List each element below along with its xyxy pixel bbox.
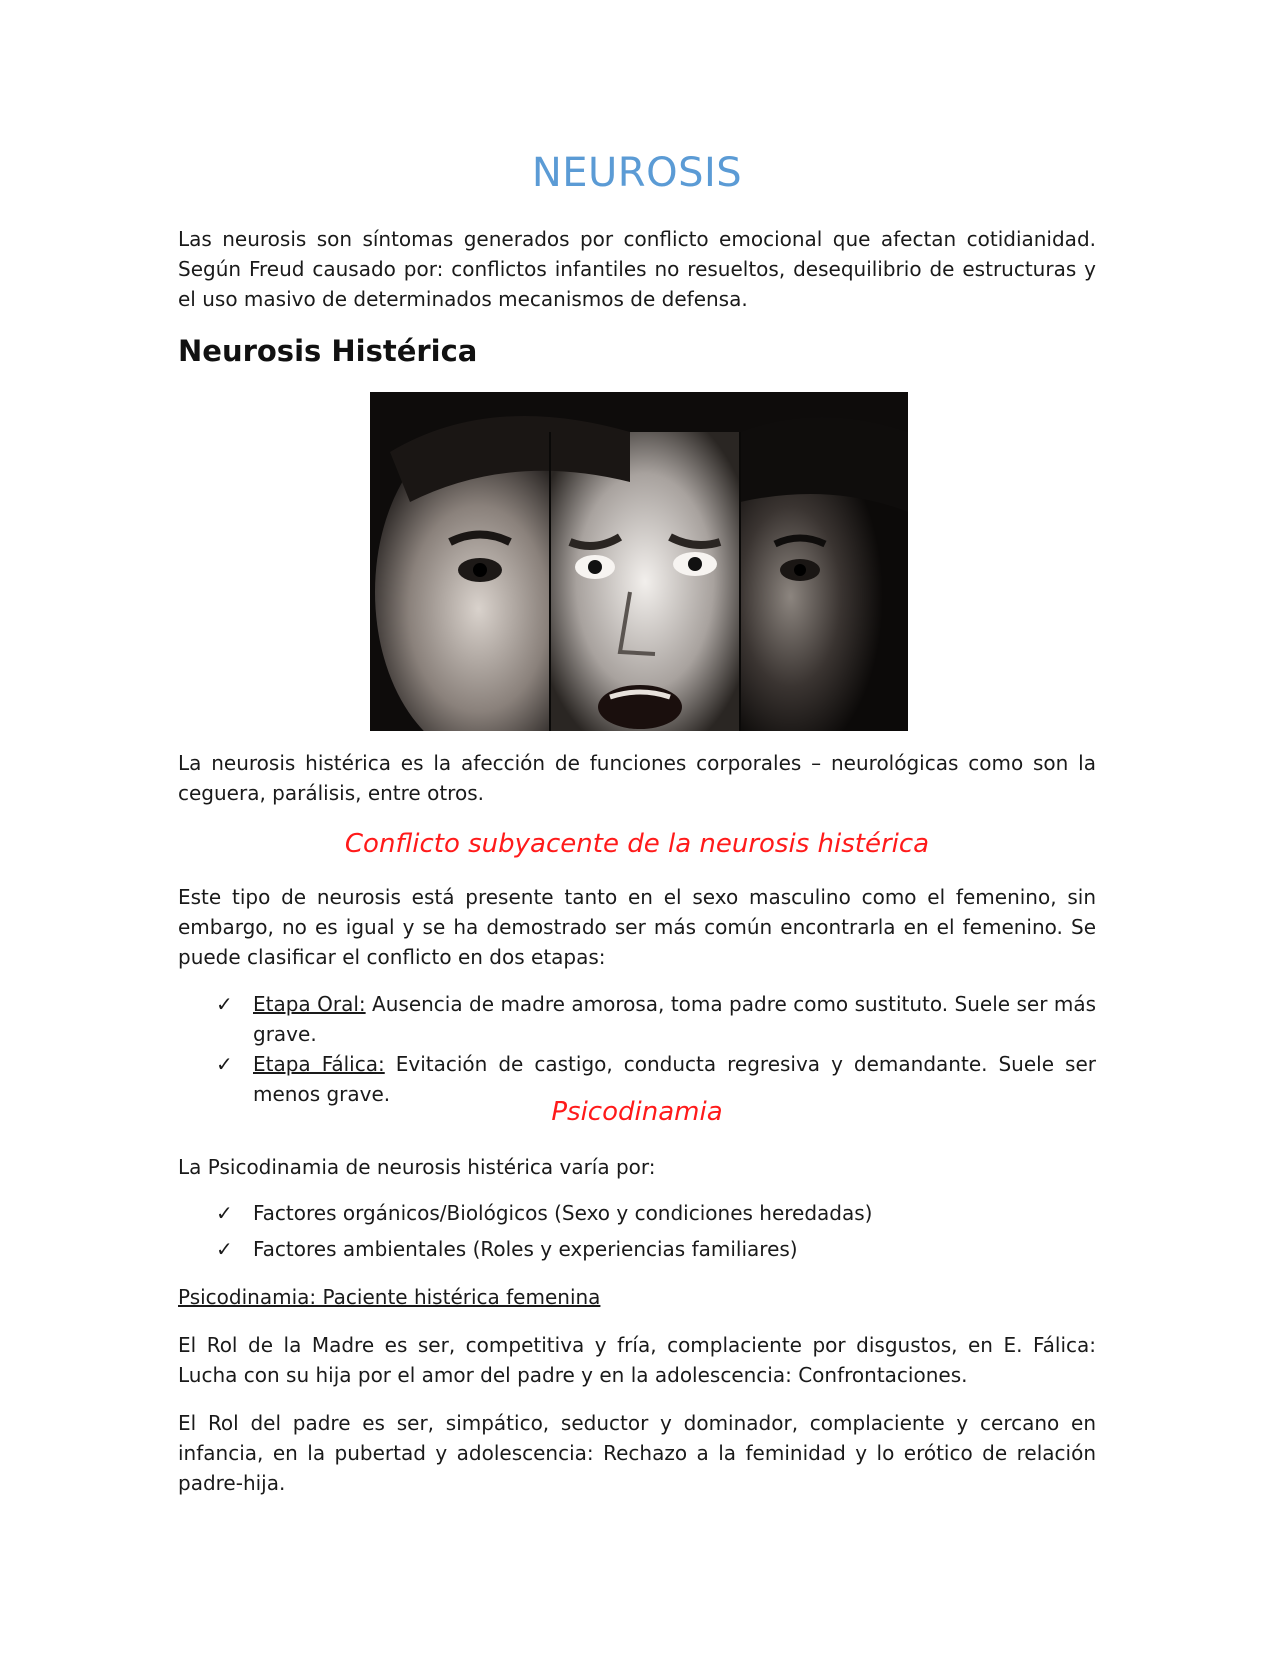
conflict-heading: Conflicto subyacente de la neurosis histérica xyxy=(344,829,930,859)
stage-text: Evitación de castigo, conducta regresiva y demandante. Suele ser menos grave. xyxy=(253,1052,1096,1106)
intro-paragraph: Las neurosis son síntomas generados por conflicto emocional que afectan cotidianidad. Según Freud causado por: conflictos infantiles no resueltos, desequilibrio de estructuras y el uso masivo de determinados mecanismos de defensa. xyxy=(178,227,1096,311)
section-heading-hysteria: Neurosis Histérica xyxy=(178,334,478,368)
psicodinamia-heading: Psicodinamia xyxy=(551,1097,723,1127)
stage-label: Etapa Oral: xyxy=(253,992,366,1016)
list-item xyxy=(178,989,1096,1049)
document-title: NEUROSIS xyxy=(531,150,743,196)
stage-text: Ausencia de madre amorosa, toma padre como sustituto. Suele ser más grave. xyxy=(253,992,1096,1046)
checkmark-icon: ✓ xyxy=(216,1201,233,1225)
checkmark-icon: ✓ xyxy=(216,1052,233,1076)
factors-list xyxy=(178,1198,1096,1264)
psicodinamia-intro: La Psicodinamia de neurosis histérica varía por: xyxy=(178,1155,656,1179)
conflict-paragraph: Este tipo de neurosis está presente tanto en el sexo masculino como el femenino, sin embargo, no es igual y se ha demostrado ser más común encontrarla en el femenino. Se puede clasificar el conflicto en dos etapas: xyxy=(178,885,1096,969)
checkmark-icon: ✓ xyxy=(216,1237,233,1261)
list-item xyxy=(178,1198,1096,1228)
factor-text: Factores ambientales (Roles y experiencias familiares) xyxy=(253,1237,798,1261)
factor-text: Factores orgánicos/Biológicos (Sexo y condiciones heredadas) xyxy=(253,1201,873,1225)
mother-role-paragraph: El Rol de la Madre es ser, competitiva y fría, complaciente por disgustos, en E. Fálica: Lucha con su hija por el amor del padre y en la adolescencia: Confrontaciones. xyxy=(178,1333,1096,1387)
father-role-paragraph: El Rol del padre es ser, simpático, seductor y dominador, complaciente y cercano en infancia, en la pubertad y adolescencia: Rechazo a la feminidad y lo erótico de relación padre-hija. xyxy=(178,1411,1096,1495)
list-item xyxy=(178,1234,1096,1264)
stage-label: Etapa Fálica: xyxy=(253,1052,385,1076)
patient-subheading: Psicodinamia: Paciente histérica femenina xyxy=(178,1285,601,1309)
checkmark-icon: ✓ xyxy=(216,992,233,1016)
stages-list xyxy=(178,989,1096,1109)
three-faces-photo xyxy=(370,392,908,731)
definition-paragraph: La neurosis histérica es la afección de funciones corporales – neurológicas como son la ceguera, parálisis, entre otros. xyxy=(178,751,1096,805)
photo-graphic xyxy=(370,392,908,731)
